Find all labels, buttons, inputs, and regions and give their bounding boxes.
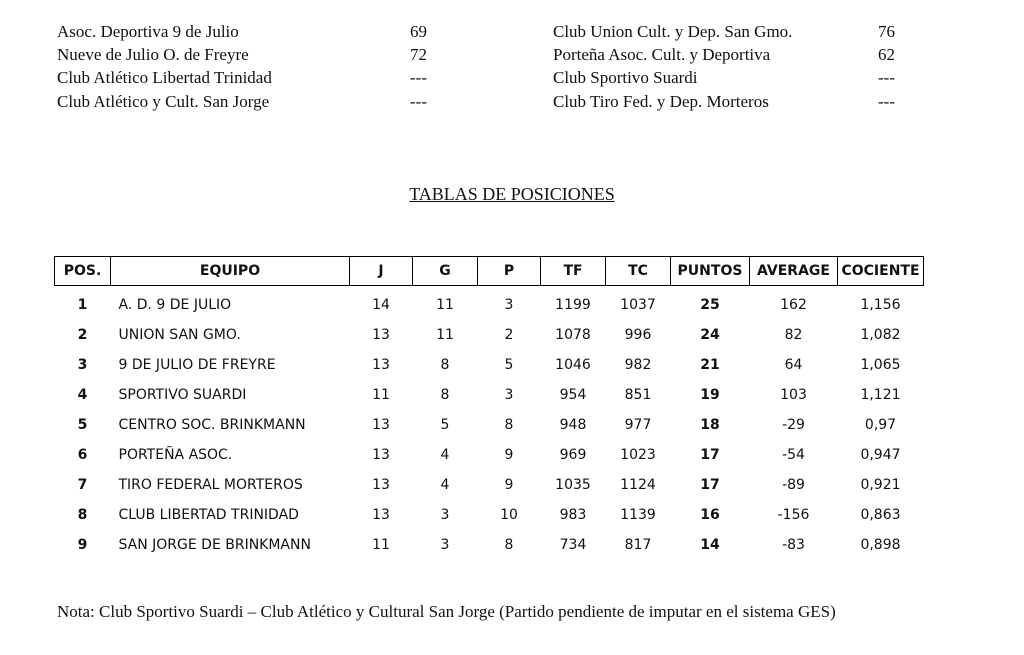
tc-cell: 996 [624, 327, 652, 343]
team-cell: SPORTIVO SUARDI [118, 387, 247, 403]
avg-cell: -89 [782, 477, 805, 493]
result-score: 62 [878, 45, 895, 64]
p-cell: 10 [500, 507, 518, 523]
j-cell: 13 [372, 507, 390, 523]
team-cell: 9 DE JULIO DE FREYRE [118, 357, 276, 373]
result-team: Club Union Cult. y Dep. San Gmo. [553, 22, 793, 41]
j-cell: 13 [372, 447, 390, 463]
avg-cell: 82 [784, 327, 803, 343]
coc-cell: 1,082 [860, 327, 901, 343]
standings-title: TABLAS DE POSICIONES [409, 184, 615, 204]
p-cell: 9 [504, 447, 514, 463]
avg-cell: 162 [780, 297, 807, 313]
g-cell: 3 [440, 537, 450, 553]
avg-cell: 103 [780, 387, 807, 403]
table-row [55, 410, 924, 440]
table-row [55, 380, 924, 410]
pts-cell: 16 [700, 507, 720, 523]
pts-cell: 24 [700, 327, 720, 343]
table-row [55, 500, 924, 530]
tf-cell: 969 [559, 447, 587, 463]
tc-cell: 1037 [620, 297, 656, 313]
header-team: EQUIPO [111, 257, 350, 286]
pos-cell: 9 [77, 537, 88, 553]
coc-cell: 0,921 [860, 477, 901, 493]
g-cell: 3 [440, 507, 450, 523]
p-cell: 9 [504, 477, 514, 493]
header-pos: POS. [55, 257, 111, 286]
tf-cell: 734 [559, 537, 587, 553]
header-avg: AVERAGE [750, 257, 838, 286]
pts-cell: 18 [700, 417, 720, 433]
result-team: Club Atlético y Cult. San Jorge [57, 92, 270, 111]
team-cell: TIRO FEDERAL MORTEROS [118, 477, 303, 493]
table-row [55, 286, 924, 321]
j-cell: 14 [372, 297, 390, 313]
p-cell: 5 [504, 357, 514, 373]
result-team: Porteña Asoc. Cult. y Deportiva [553, 45, 771, 64]
result-team: Nueve de Julio O. de Freyre [57, 45, 249, 64]
tc-cell: 1124 [620, 477, 656, 493]
team-cell: SAN JORGE DE BRINKMANN [118, 537, 311, 553]
g-cell: 11 [436, 297, 454, 313]
result-score: 69 [410, 22, 427, 41]
team-cell: CENTRO SOC. BRINKMANN [118, 417, 306, 433]
p-cell: 2 [504, 327, 514, 343]
avg-cell: -83 [782, 537, 805, 553]
standings-table [54, 256, 924, 560]
tf-cell: 1199 [555, 297, 591, 313]
table-row [55, 350, 924, 380]
team-cell: CLUB LIBERTAD TRINIDAD [118, 507, 299, 523]
header-pts: PUNTOS [671, 257, 750, 286]
tf-cell: 1046 [555, 357, 591, 373]
tc-cell: 982 [624, 357, 652, 373]
coc-cell: 0,97 [864, 417, 897, 433]
header-coc: COCIENTE [838, 257, 924, 286]
result-team: Asoc. Deportiva 9 de Julio [57, 22, 239, 41]
table-header-row [55, 257, 924, 286]
table-row [55, 530, 924, 560]
g-cell: 8 [440, 387, 450, 403]
pts-cell: 25 [700, 297, 720, 313]
coc-cell: 0,947 [860, 447, 901, 463]
pts-cell: 21 [700, 357, 720, 373]
coc-cell: 1,156 [860, 297, 901, 313]
result-score: --- [878, 68, 895, 87]
coc-cell: 1,065 [860, 357, 901, 373]
avg-cell: -29 [782, 417, 805, 433]
pos-cell: 6 [77, 447, 88, 463]
table-row [55, 470, 924, 500]
g-cell: 5 [440, 417, 450, 433]
team-cell: PORTEÑA ASOC. [118, 447, 233, 463]
g-cell: 4 [440, 477, 450, 493]
coc-cell: 1,121 [860, 387, 901, 403]
header-j: J [350, 257, 413, 286]
tf-cell: 1035 [555, 477, 591, 493]
avg-cell: -156 [777, 507, 810, 523]
tc-cell: 851 [624, 387, 652, 403]
result-team: Club Sportivo Suardi [553, 68, 698, 87]
pos-cell: 8 [77, 507, 88, 523]
avg-cell: -54 [782, 447, 805, 463]
table-row [55, 440, 924, 470]
g-cell: 11 [436, 327, 454, 343]
result-score: --- [878, 92, 895, 111]
p-cell: 8 [504, 537, 514, 553]
j-cell: 13 [372, 417, 390, 433]
pts-cell: 14 [700, 537, 720, 553]
tc-cell: 977 [624, 417, 652, 433]
coc-cell: 0,898 [860, 537, 901, 553]
tc-cell: 817 [624, 537, 652, 553]
result-score: 76 [878, 22, 895, 41]
avg-cell: 64 [784, 357, 803, 373]
team-cell: A. D. 9 DE JULIO [118, 297, 232, 313]
pts-cell: 19 [700, 387, 720, 403]
pos-cell: 3 [77, 357, 88, 373]
pos-cell: 2 [77, 327, 88, 343]
tc-cell: 1023 [620, 447, 656, 463]
pos-cell: 7 [77, 477, 88, 493]
pos-cell: 1 [77, 297, 88, 313]
tc-cell: 1139 [620, 507, 656, 523]
tf-cell: 954 [559, 387, 587, 403]
tf-cell: 1078 [555, 327, 591, 343]
pos-cell: 4 [77, 387, 88, 403]
header-g: G [413, 257, 478, 286]
footnote: Nota: Club Sportivo Suardi – Club Atlético y Cultural San Jorge (Partido pendiente de imputar en el sistema GES) [57, 602, 836, 621]
j-cell: 13 [372, 357, 390, 373]
table-row [55, 320, 924, 350]
header-p: P [478, 257, 541, 286]
tf-cell: 948 [559, 417, 587, 433]
j-cell: 13 [372, 477, 390, 493]
g-cell: 4 [440, 447, 450, 463]
coc-cell: 0,863 [860, 507, 901, 523]
pos-cell: 5 [77, 417, 88, 433]
tf-cell: 983 [559, 507, 587, 523]
j-cell: 13 [372, 327, 390, 343]
result-score: --- [410, 92, 427, 111]
p-cell: 8 [504, 417, 514, 433]
pts-cell: 17 [700, 477, 720, 493]
j-cell: 11 [372, 537, 390, 553]
header-tf: TF [541, 257, 606, 286]
result-team: Club Tiro Fed. y Dep. Morteros [553, 92, 769, 111]
p-cell: 3 [504, 297, 514, 313]
team-cell: UNION SAN GMO. [118, 327, 241, 343]
p-cell: 3 [504, 387, 514, 403]
pts-cell: 17 [700, 447, 720, 463]
result-score: 72 [410, 45, 427, 64]
result-score: --- [410, 68, 427, 87]
result-team: Club Atlético Libertad Trinidad [57, 68, 272, 87]
g-cell: 8 [440, 357, 450, 373]
j-cell: 11 [372, 387, 390, 403]
header-tc: TC [606, 257, 671, 286]
